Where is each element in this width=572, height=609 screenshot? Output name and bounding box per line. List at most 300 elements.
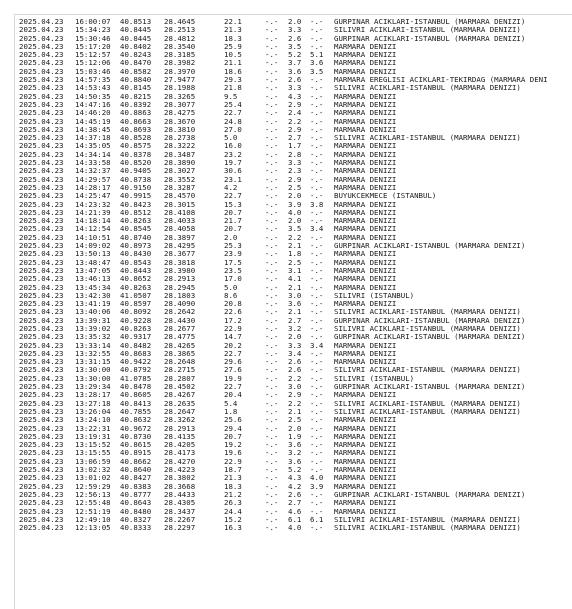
time-cell: 13:41:19 <box>75 299 111 309</box>
md-magnitude-cell: -.- <box>265 299 279 309</box>
time-cell: 13:15:52 <box>75 440 111 450</box>
depth-cell: 22.7 <box>224 108 242 118</box>
latitude-cell: 40.8730 <box>120 431 152 441</box>
date-cell: 2025.04.23 <box>19 249 64 259</box>
date-cell: 2025.04.23 <box>19 498 64 508</box>
md-magnitude-cell: -.- <box>265 249 279 259</box>
md-magnitude-cell: -.- <box>265 124 279 134</box>
md-magnitude-cell: -.- <box>265 282 279 292</box>
time-cell: 14:23:32 <box>75 199 111 209</box>
latitude-cell: 40.8480 <box>120 506 152 516</box>
md-magnitude-cell: -.- <box>265 274 279 284</box>
ml-magnitude-cell: 3.1 <box>288 265 302 275</box>
latitude-cell: 40.8915 <box>120 448 152 458</box>
depth-cell: 22.7 <box>224 382 242 392</box>
longitude-cell: 28.3890 <box>164 158 196 168</box>
md-magnitude-cell: -.- <box>265 99 279 109</box>
location-cell: MARMARA DENIZI <box>334 299 397 309</box>
mw-magnitude-cell: -.- <box>310 265 324 275</box>
date-cell: 2025.04.23 <box>19 473 64 483</box>
ml-magnitude-cell: 2.0 <box>288 423 302 433</box>
latitude-cell: 40.8520 <box>120 158 152 168</box>
latitude-cell: 40.8392 <box>120 99 152 109</box>
date-cell: 2025.04.23 <box>19 406 64 416</box>
latitude-cell: 40.8643 <box>120 498 152 508</box>
longitude-cell: 28.3670 <box>164 116 196 126</box>
mw-magnitude-cell: 5.1 <box>310 50 324 60</box>
time-cell: 15:17:20 <box>75 41 111 51</box>
location-cell: MARMARA DENIZI <box>334 431 397 441</box>
depth-cell: 9.5 <box>224 91 238 101</box>
md-magnitude-cell: -.- <box>265 373 279 383</box>
md-magnitude-cell: -.- <box>265 58 279 68</box>
longitude-cell: 28.3802 <box>164 473 196 483</box>
date-cell: 2025.04.23 <box>19 265 64 275</box>
md-magnitude-cell: -.- <box>265 415 279 425</box>
time-cell: 12:13:05 <box>75 523 111 533</box>
location-cell: MARMARA DENIZI <box>334 116 397 126</box>
mw-magnitude-cell: 3.6 <box>310 58 324 68</box>
md-magnitude-cell: -.- <box>265 91 279 101</box>
longitude-cell: 28.2297 <box>164 523 196 533</box>
date-cell: 2025.04.23 <box>19 33 64 43</box>
time-cell: 14:09:02 <box>75 241 111 251</box>
date-cell: 2025.04.23 <box>19 390 64 400</box>
latitude-cell: 40.8615 <box>120 440 152 450</box>
depth-cell: 27.6 <box>224 365 242 375</box>
mw-magnitude-cell: -.- <box>310 133 324 143</box>
mw-magnitude-cell: -.- <box>310 41 324 51</box>
ml-magnitude-cell: 2.6 <box>288 489 302 499</box>
date-cell: 2025.04.23 <box>19 357 64 367</box>
md-magnitude-cell: -.- <box>265 83 279 93</box>
ml-magnitude-cell: 2.5 <box>288 257 302 267</box>
earthquake-list-page <box>14 14 572 609</box>
depth-cell: 5.4 <box>224 398 238 408</box>
location-cell: MARMARA EREGLISI ACIKLARI-TEKIRDAG (MARMARA DENI <box>334 75 548 85</box>
ml-magnitude-cell: 4.3 <box>288 91 302 101</box>
location-cell: MARMARA DENIZI <box>334 448 397 458</box>
location-cell: MARMARA DENIZI <box>334 158 397 168</box>
latitude-cell: 40.8327 <box>120 514 152 524</box>
ml-magnitude-cell: 2.1 <box>288 241 302 251</box>
date-cell: 2025.04.23 <box>19 373 64 383</box>
longitude-cell: 28.3487 <box>164 149 196 159</box>
date-cell: 2025.04.23 <box>19 99 64 109</box>
mw-magnitude-cell: -.- <box>310 406 324 416</box>
time-cell: 13:02:32 <box>75 465 111 475</box>
longitude-cell: 28.3677 <box>164 249 196 259</box>
location-cell: SILIVRI ACIKLARI-ISTANBUL (MARMARA DENIZI) <box>334 523 521 533</box>
depth-cell: 20.7 <box>224 431 242 441</box>
depth-cell: 16.3 <box>224 523 242 533</box>
longitude-cell: 28.4108 <box>164 207 196 217</box>
ml-magnitude-cell: 2.7 <box>288 315 302 325</box>
md-magnitude-cell: -.- <box>265 423 279 433</box>
ml-magnitude-cell: 2.4 <box>288 108 302 118</box>
ml-magnitude-cell: 2.9 <box>288 390 302 400</box>
md-magnitude-cell: -.- <box>265 365 279 375</box>
depth-cell: 22.9 <box>224 456 242 466</box>
date-cell: 2025.04.23 <box>19 75 64 85</box>
md-magnitude-cell: -.- <box>265 182 279 192</box>
ml-magnitude-cell: 4.2 <box>288 481 302 491</box>
date-cell: 2025.04.23 <box>19 232 64 242</box>
longitude-cell: 28.4295 <box>164 241 196 251</box>
time-cell: 14:32:37 <box>75 166 111 176</box>
time-cell: 14:29:57 <box>75 174 111 184</box>
mw-magnitude-cell: 6.1 <box>310 514 324 524</box>
location-cell: MARMARA DENIZI <box>334 108 397 118</box>
longitude-cell: 28.2648 <box>164 357 196 367</box>
ml-magnitude-cell: 2.2 <box>288 398 302 408</box>
time-cell: 13:27:18 <box>75 398 111 408</box>
depth-cell: 27.0 <box>224 124 242 134</box>
date-cell: 2025.04.23 <box>19 514 64 524</box>
md-magnitude-cell: -.- <box>265 448 279 458</box>
ml-magnitude-cell: 2.6 <box>288 365 302 375</box>
ml-magnitude-cell: 2.9 <box>288 99 302 109</box>
mw-magnitude-cell: 3.9 <box>310 481 324 491</box>
mw-magnitude-cell: -.- <box>310 99 324 109</box>
mw-magnitude-cell: -.- <box>310 257 324 267</box>
time-cell: 13:15:55 <box>75 448 111 458</box>
ml-magnitude-cell: 5.2 <box>288 50 302 60</box>
time-cell: 15:03:46 <box>75 66 111 76</box>
depth-cell: 8.6 <box>224 290 238 300</box>
location-cell: MARMARA DENIZI <box>334 166 397 176</box>
longitude-cell: 28.1803 <box>164 290 196 300</box>
depth-cell: 20.2 <box>224 340 242 350</box>
longitude-cell: 27.9477 <box>164 75 196 85</box>
latitude-cell: 40.8243 <box>120 50 152 60</box>
depth-cell: 19.2 <box>224 440 242 450</box>
mw-magnitude-cell: -.- <box>310 373 324 383</box>
date-cell: 2025.04.23 <box>19 282 64 292</box>
location-cell: SILIVRI ACIKLARI-ISTANBUL (MARMARA DENIZI) <box>334 514 521 524</box>
time-cell: 14:18:14 <box>75 216 111 226</box>
date-cell: 2025.04.23 <box>19 431 64 441</box>
longitude-cell: 28.4033 <box>164 216 196 226</box>
time-cell: 13:19:31 <box>75 431 111 441</box>
location-cell: MARMARA DENIZI <box>334 348 397 358</box>
latitude-cell: 40.8663 <box>120 116 152 126</box>
location-cell: MARMARA DENIZI <box>334 207 397 217</box>
latitude-cell: 40.8402 <box>120 41 152 51</box>
latitude-cell: 40.8470 <box>120 58 152 68</box>
latitude-cell: 40.8683 <box>120 348 152 358</box>
ml-magnitude-cell: 2.7 <box>288 133 302 143</box>
ml-magnitude-cell: 2.2 <box>288 232 302 242</box>
ml-magnitude-cell: 2.5 <box>288 182 302 192</box>
ml-magnitude-cell: 3.6 <box>288 66 302 76</box>
md-magnitude-cell: -.- <box>265 66 279 76</box>
md-magnitude-cell: -.- <box>265 489 279 499</box>
depth-cell: 21.2 <box>224 489 242 499</box>
location-cell: MARMARA DENIZI <box>334 216 397 226</box>
location-cell: SILIVRI ACIKLARI-ISTANBUL (MARMARA DENIZI) <box>334 25 521 35</box>
ml-magnitude-cell: 2.1 <box>288 282 302 292</box>
location-cell: GURPINAR ACIKLARI-ISTANBUL (MARMARA DENIZI) <box>334 241 526 251</box>
latitude-cell: 40.8632 <box>120 415 152 425</box>
time-cell: 13:28:17 <box>75 390 111 400</box>
location-cell: MARMARA DENIZI <box>334 340 397 350</box>
mw-magnitude-cell: -.- <box>310 274 324 284</box>
mw-magnitude-cell: -.- <box>310 158 324 168</box>
longitude-cell: 28.4205 <box>164 440 196 450</box>
latitude-cell: 40.8383 <box>120 481 152 491</box>
time-cell: 12:55:48 <box>75 498 111 508</box>
date-cell: 2025.04.23 <box>19 41 64 51</box>
md-magnitude-cell: -.- <box>265 506 279 516</box>
date-cell: 2025.04.23 <box>19 307 64 317</box>
time-cell: 14:35:05 <box>75 141 111 151</box>
longitude-cell: 28.3865 <box>164 348 196 358</box>
mw-magnitude-cell: 3.8 <box>310 199 324 209</box>
latitude-cell: 40.8478 <box>120 382 152 392</box>
location-cell: MARMARA DENIZI <box>334 456 397 466</box>
longitude-cell: 28.3015 <box>164 199 196 209</box>
time-cell: 13:26:04 <box>75 406 111 416</box>
md-magnitude-cell: -.- <box>265 315 279 325</box>
mw-magnitude-cell: -.- <box>310 415 324 425</box>
ml-magnitude-cell: 3.5 <box>288 224 302 234</box>
ml-magnitude-cell: 3.6 <box>288 440 302 450</box>
depth-cell: 1.8 <box>224 406 238 416</box>
latitude-cell: 40.9228 <box>120 315 152 325</box>
date-cell: 2025.04.23 <box>19 25 64 35</box>
date-cell: 2025.04.23 <box>19 448 64 458</box>
ml-magnitude-cell: 3.3 <box>288 340 302 350</box>
date-cell: 2025.04.23 <box>19 182 64 192</box>
longitude-cell: 28.3552 <box>164 174 196 184</box>
longitude-cell: 28.3287 <box>164 182 196 192</box>
latitude-cell: 40.8662 <box>120 456 152 466</box>
time-cell: 15:12:57 <box>75 50 111 60</box>
mw-magnitude-cell: 3.4 <box>310 340 324 350</box>
ml-magnitude-cell: 3.3 <box>288 158 302 168</box>
date-cell: 2025.04.23 <box>19 224 64 234</box>
md-magnitude-cell: -.- <box>265 390 279 400</box>
location-cell: SILIVRI (ISTANBUL) <box>334 290 415 300</box>
location-cell: MARMARA DENIZI <box>334 357 397 367</box>
mw-magnitude-cell: -.- <box>310 33 324 43</box>
mw-magnitude-cell: -.- <box>310 290 324 300</box>
date-cell: 2025.04.23 <box>19 66 64 76</box>
location-cell: GURPINAR ACIKLARI-ISTANBUL (MARMARA DENIZI) <box>334 382 526 392</box>
depth-cell: 5.0 <box>224 133 238 143</box>
longitude-cell: 28.2715 <box>164 365 196 375</box>
date-cell: 2025.04.23 <box>19 149 64 159</box>
ml-magnitude-cell: 1.9 <box>288 431 302 441</box>
longitude-cell: 28.2807 <box>164 373 196 383</box>
date-cell: 2025.04.23 <box>19 199 64 209</box>
longitude-cell: 28.3980 <box>164 265 196 275</box>
md-magnitude-cell: -.- <box>265 50 279 60</box>
depth-cell: 4.2 <box>224 182 238 192</box>
longitude-cell: 28.3540 <box>164 41 196 51</box>
ml-magnitude-cell: 2.6 <box>288 75 302 85</box>
ml-magnitude-cell: 5.2 <box>288 465 302 475</box>
latitude-cell: 40.8423 <box>120 199 152 209</box>
depth-cell: 29.4 <box>224 423 242 433</box>
latitude-cell: 40.8263 <box>120 323 152 333</box>
depth-cell: 17.5 <box>224 257 242 267</box>
time-cell: 13:47:05 <box>75 265 111 275</box>
mw-magnitude-cell: -.- <box>310 365 324 375</box>
ml-magnitude-cell: 1.7 <box>288 141 302 151</box>
date-cell: 2025.04.23 <box>19 133 64 143</box>
ml-magnitude-cell: 2.2 <box>288 116 302 126</box>
latitude-cell: 40.8413 <box>120 398 152 408</box>
md-magnitude-cell: -.- <box>265 149 279 159</box>
ml-magnitude-cell: 2.0 <box>288 216 302 226</box>
mw-magnitude-cell: -.- <box>310 174 324 184</box>
latitude-cell: 40.8840 <box>120 75 152 85</box>
latitude-cell: 40.8693 <box>120 124 152 134</box>
time-cell: 15:12:06 <box>75 58 111 68</box>
longitude-cell: 28.4430 <box>164 315 196 325</box>
time-cell: 12:59:29 <box>75 481 111 491</box>
depth-cell: 5.0 <box>224 282 238 292</box>
longitude-cell: 28.4645 <box>164 17 196 26</box>
time-cell: 12:51:19 <box>75 506 111 516</box>
longitude-cell: 28.4135 <box>164 431 196 441</box>
longitude-cell: 28.4570 <box>164 191 196 201</box>
time-cell: 14:57:35 <box>75 75 111 85</box>
location-cell: MARMARA DENIZI <box>334 91 397 101</box>
time-cell: 13:39:31 <box>75 315 111 325</box>
location-cell: BUYUKCEKMECE (ISTANBUL) <box>334 191 437 201</box>
date-cell: 2025.04.23 <box>19 323 64 333</box>
ml-magnitude-cell: 3.6 <box>288 456 302 466</box>
time-cell: 14:47:16 <box>75 99 111 109</box>
latitude-cell: 40.8528 <box>120 133 152 143</box>
md-magnitude-cell: -.- <box>265 191 279 201</box>
time-cell: 13:39:02 <box>75 323 111 333</box>
latitude-cell: 40.8640 <box>120 465 152 475</box>
location-cell: MARMARA DENIZI <box>334 174 397 184</box>
depth-cell: 22.1 <box>224 17 242 26</box>
latitude-cell: 40.9150 <box>120 182 152 192</box>
latitude-cell: 40.8605 <box>120 390 152 400</box>
latitude-cell: 40.8973 <box>120 241 152 251</box>
location-cell: MARMARA DENIZI <box>334 149 397 159</box>
time-cell: 12:49:10 <box>75 514 111 524</box>
time-cell: 13:24:10 <box>75 415 111 425</box>
time-cell: 15:30:46 <box>75 33 111 43</box>
time-cell: 14:33:58 <box>75 158 111 168</box>
mw-magnitude-cell: -.- <box>310 149 324 159</box>
time-cell: 14:21:39 <box>75 207 111 217</box>
date-cell: 2025.04.23 <box>19 481 64 491</box>
longitude-cell: 28.4265 <box>164 340 196 350</box>
latitude-cell: 40.8513 <box>120 17 152 26</box>
location-cell: MARMARA DENIZI <box>334 199 397 209</box>
date-cell: 2025.04.23 <box>19 158 64 168</box>
date-cell: 2025.04.23 <box>19 58 64 68</box>
md-magnitude-cell: -.- <box>265 25 279 35</box>
time-cell: 16:00:07 <box>75 17 111 26</box>
mw-magnitude-cell: 4.0 <box>310 473 324 483</box>
longitude-cell: 28.3818 <box>164 257 196 267</box>
latitude-cell: 40.8792 <box>120 365 152 375</box>
mw-magnitude-cell: -.- <box>310 241 324 251</box>
ml-magnitude-cell: 3.3 <box>288 25 302 35</box>
location-cell: SILIVRI ACIKLARI-ISTANBUL (MARMARA DENIZI) <box>334 398 521 408</box>
depth-cell: 21.8 <box>224 83 242 93</box>
location-cell: MARMARA DENIZI <box>334 423 397 433</box>
date-cell: 2025.04.23 <box>19 174 64 184</box>
longitude-cell: 28.2635 <box>164 398 196 408</box>
location-cell: MARMARA DENIZI <box>334 141 397 151</box>
ml-magnitude-cell: 2.9 <box>288 174 302 184</box>
longitude-cell: 28.3970 <box>164 66 196 76</box>
longitude-cell: 28.3437 <box>164 506 196 516</box>
latitude-cell: 40.9422 <box>120 357 152 367</box>
latitude-cell: 40.8512 <box>120 207 152 217</box>
md-magnitude-cell: -.- <box>265 332 279 342</box>
depth-cell: 15.3 <box>224 199 242 209</box>
time-cell: 14:37:18 <box>75 133 111 143</box>
mw-magnitude-cell: -.- <box>310 348 324 358</box>
longitude-cell: 28.3982 <box>164 58 196 68</box>
md-magnitude-cell: -.- <box>265 33 279 43</box>
location-cell: MARMARA DENIZI <box>334 440 397 450</box>
mw-magnitude-cell: -.- <box>310 249 324 259</box>
md-magnitude-cell: -.- <box>265 207 279 217</box>
ml-magnitude-cell: 2.6 <box>288 357 302 367</box>
md-magnitude-cell: -.- <box>265 382 279 392</box>
location-cell: MARMARA DENIZI <box>334 41 397 51</box>
latitude-cell: 40.8263 <box>120 282 152 292</box>
mw-magnitude-cell: -.- <box>310 431 324 441</box>
date-cell: 2025.04.23 <box>19 423 64 433</box>
latitude-cell: 40.7855 <box>120 406 152 416</box>
longitude-cell: 28.3265 <box>164 91 196 101</box>
location-cell: MARMARA DENIZI <box>334 99 397 109</box>
location-cell: MARMARA DENIZI <box>334 465 397 475</box>
location-cell: MARMARA DENIZI <box>334 224 397 234</box>
mw-magnitude-cell: -.- <box>310 382 324 392</box>
latitude-cell: 40.8443 <box>120 265 152 275</box>
longitude-cell: 28.3668 <box>164 481 196 491</box>
ml-magnitude-cell: 2.5 <box>288 415 302 425</box>
time-cell: 13:22:31 <box>75 423 111 433</box>
depth-cell: 29.6 <box>224 357 242 367</box>
date-cell: 2025.04.23 <box>19 50 64 60</box>
mw-magnitude-cell: -.- <box>310 423 324 433</box>
date-cell: 2025.04.23 <box>19 365 64 375</box>
ml-magnitude-cell: 2.6 <box>288 33 302 43</box>
location-cell: SILIVRI ACIKLARI-ISTANBUL (MARMARA DENIZI) <box>334 133 521 143</box>
time-cell: 14:25:47 <box>75 191 111 201</box>
md-magnitude-cell: -.- <box>265 406 279 416</box>
md-magnitude-cell: -.- <box>265 323 279 333</box>
location-cell: MARMARA DENIZI <box>334 415 397 425</box>
latitude-cell: 40.8738 <box>120 174 152 184</box>
date-cell: 2025.04.23 <box>19 141 64 151</box>
depth-cell: 21.7 <box>224 216 242 226</box>
depth-cell: 26.3 <box>224 498 242 508</box>
depth-cell: 25.3 <box>224 241 242 251</box>
depth-cell: 22.7 <box>224 191 242 201</box>
longitude-cell: 28.2642 <box>164 307 196 317</box>
mw-magnitude-cell: -.- <box>310 315 324 325</box>
latitude-cell: 40.8482 <box>120 340 152 350</box>
date-cell: 2025.04.23 <box>19 315 64 325</box>
depth-cell: 20.8 <box>224 299 242 309</box>
